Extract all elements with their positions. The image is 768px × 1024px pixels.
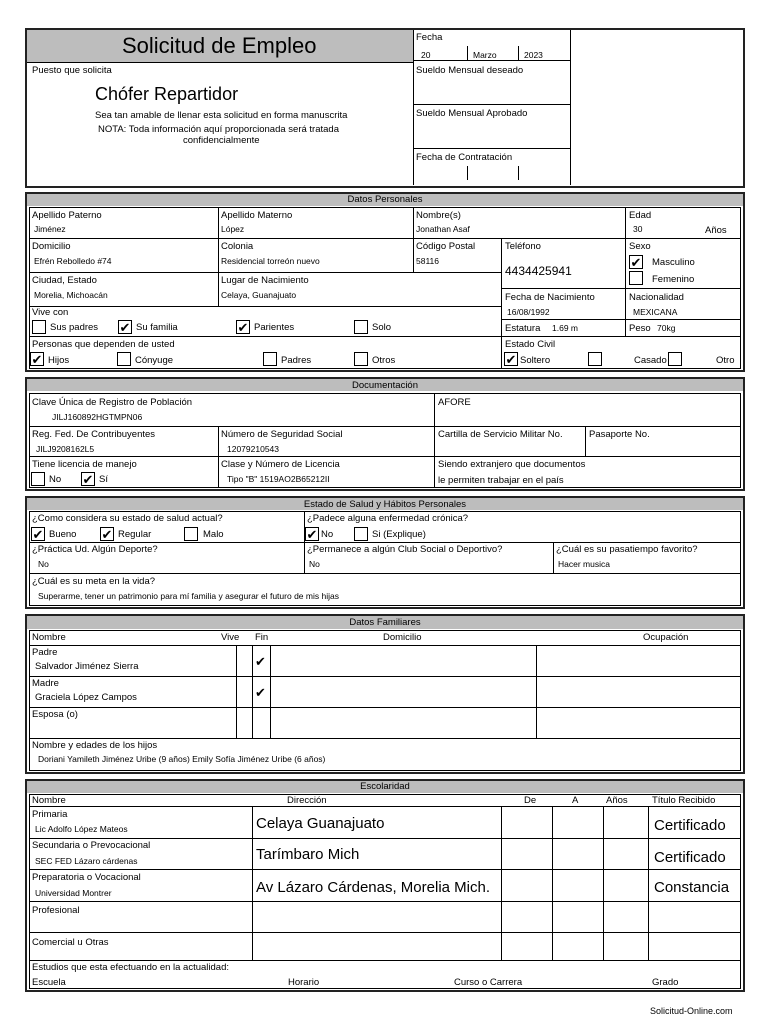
apellido-paterno-label: Apellido Paterno	[32, 210, 102, 221]
sexo-label: Sexo	[629, 241, 651, 252]
otros-label: Otros	[372, 355, 396, 366]
esc-title-preparatoria[interactable]: Constancia	[654, 879, 730, 896]
esc-horario-label: Horario	[288, 977, 320, 988]
esc-col-a: A	[572, 795, 579, 806]
padre-value[interactable]: Salvador Jiménez Sierra	[35, 661, 139, 672]
apellido-materno-label: Apellido Materno	[221, 210, 293, 221]
edad-value[interactable]: 30	[633, 224, 643, 234]
ciudad-value[interactable]: Morelia, Michoacán	[34, 290, 108, 300]
otro-label: Otro	[716, 355, 735, 366]
domicilio-label: Domicilio	[32, 241, 71, 252]
padres-label: Padres	[281, 355, 312, 366]
otros-checkbox[interactable]	[354, 352, 368, 366]
sus-padres-checkbox[interactable]	[32, 320, 46, 334]
cp-value[interactable]: 58116	[416, 256, 440, 266]
casado-checkbox[interactable]	[588, 352, 602, 366]
lugar-nac-value[interactable]: Celaya, Guanajuato	[221, 290, 297, 300]
hijos-nombres-value[interactable]: Doriani Yamileth Jiménez Uribe (9 años) Emily Sofía Jiménez Uribe (6 años)	[38, 754, 326, 764]
clase-value[interactable]: Tipo "B" 1519AO2B65212II	[227, 474, 330, 484]
casado-label: Casado	[634, 355, 667, 366]
dependen-label: Personas que dependen de usted	[32, 339, 175, 350]
sueldo-deseado-label: Sueldo Mensual deseado	[416, 65, 524, 76]
esc-level-primaria: Primaria	[32, 809, 68, 820]
su-familia-checkbox[interactable]: ✔	[119, 320, 131, 335]
deporte-value[interactable]: No	[38, 559, 49, 569]
vive-con-label: Vive con	[32, 307, 69, 318]
clase-label: Clase y Número de Licencia	[221, 459, 340, 470]
documentacion-section-title: Documentación	[351, 380, 418, 391]
esc-address-secundaria[interactable]: Tarímbaro Mich	[256, 846, 360, 863]
instruction-text: Sea tan amable de llenar esta solicitud en forma manuscrita	[95, 110, 348, 121]
conyuge-label: Cónyuge	[135, 355, 174, 366]
masculino-label: Masculino	[652, 257, 695, 268]
esc-level-profesional: Profesional	[32, 905, 80, 916]
esc-col-anos: Años	[606, 795, 628, 806]
esc-school-primaria[interactable]: Lic Adolfo López Mateos	[35, 824, 128, 834]
bueno-label: Bueno	[49, 529, 77, 540]
club-value[interactable]: No	[309, 559, 320, 569]
nacionalidad-label: Nacionalidad	[629, 292, 684, 303]
note-line-2: confidencialmente	[183, 135, 260, 146]
regular-checkbox[interactable]: ✔	[101, 527, 113, 542]
cartilla-label: Cartilla de Servicio Militar No.	[438, 429, 563, 440]
esc-col-nombre: Nombre	[32, 795, 66, 806]
licencia-label: Tiene licencia de manejo	[32, 459, 137, 470]
estatura-label: Estatura	[505, 323, 541, 334]
peso-label: Peso	[629, 323, 651, 334]
rfc-label: Reg. Fed. De Contribuyentes	[32, 429, 156, 440]
parientes-label: Parientes	[254, 322, 295, 333]
nombres-value[interactable]: Jonathan Asaf	[416, 224, 470, 234]
esc-address-primaria[interactable]: Celaya Guanajuato	[256, 815, 385, 832]
conyuge-checkbox[interactable]	[117, 352, 131, 366]
domicilio-value[interactable]: Efrén Rebolledo #74	[34, 256, 112, 266]
esc-curso-label: Curso o Carrera	[454, 977, 523, 988]
madre-label: Madre	[32, 678, 59, 689]
fecha-month[interactable]: Marzo	[473, 50, 497, 60]
regular-label: Regular	[118, 529, 152, 540]
madre-fin-check[interactable]: ✔	[255, 685, 266, 700]
esc-title-primaria[interactable]: Certificado	[654, 817, 726, 834]
padres-checkbox[interactable]	[263, 352, 277, 366]
cronica-no-label: No	[321, 529, 334, 540]
esc-col-de: De	[524, 795, 537, 806]
hijos-checkbox[interactable]: ✔	[31, 352, 43, 367]
telefono-value[interactable]: 4434425941	[505, 264, 572, 278]
nacionalidad-value[interactable]: MEXICANA	[633, 307, 678, 317]
club-label: ¿Permanece a algún Club Social o Deportivo?	[307, 544, 503, 555]
curp-label: Clave Única de Registro de Población	[32, 397, 193, 408]
fecha-year[interactable]: 2023	[524, 50, 543, 60]
esc-level-secundaria: Secundaria o Prevocacional	[32, 840, 151, 851]
apellido-materno-value[interactable]: López	[221, 224, 245, 234]
fam-col-nombre: Nombre	[32, 632, 66, 643]
hijos-label: Hijos	[48, 355, 70, 366]
curp-value[interactable]: JILJ160892HGTMPN06	[52, 412, 143, 422]
parientes-checkbox[interactable]: ✔	[237, 320, 249, 335]
nss-value[interactable]: 12079210543	[227, 444, 280, 454]
esposa-label: Esposa (o)	[32, 709, 78, 720]
femenino-label: Femenino	[652, 274, 695, 285]
rfc-value[interactable]: JILJ9208162L5	[36, 444, 95, 454]
afore-label: AFORE	[438, 397, 471, 408]
cp-label: Código Postal	[416, 241, 476, 252]
otro-checkbox[interactable]	[668, 352, 682, 366]
fecha-contratacion-label: Fecha de Contratación	[416, 152, 513, 163]
licencia-si-label: Sí	[99, 474, 108, 485]
cronica-no-checkbox[interactable]: ✔	[306, 527, 318, 542]
salud-estado-label: ¿Como considera su estado de salud actual?	[32, 513, 223, 524]
meta-value[interactable]: Superarme, tener un patrimonio para mí familia y asegurar el futuro de mis hijas	[38, 591, 339, 601]
edad-label: Edad	[629, 210, 652, 221]
su-familia-label: Su familia	[136, 322, 178, 333]
fecha-day[interactable]: 20	[421, 50, 431, 60]
personal-section-title: Datos Personales	[347, 194, 423, 205]
fecha-nac-value[interactable]: 16/08/1992	[507, 307, 550, 317]
esc-col-titulo: Título Recibido	[652, 795, 716, 806]
telefono-label: Teléfono	[505, 241, 541, 252]
malo-label: Malo	[203, 529, 224, 540]
cronica-label: ¿Padece alguna enfermedad crónica?	[307, 513, 469, 524]
esc-level-comercial: Comercial u Otras	[32, 937, 109, 948]
sueldo-aprobado-label: Sueldo Mensual Aprobado	[416, 108, 528, 119]
esc-address-preparatoria[interactable]: Av Lázaro Cárdenas, Morelia Mich.	[256, 879, 490, 896]
licencia-no-label: No	[49, 474, 62, 485]
sus-padres-label: Sus padres	[50, 322, 99, 333]
esc-escuela-label: Escuela	[32, 977, 66, 988]
note-line-1: NOTA: Toda información aquí proporcionada será tratada	[98, 124, 339, 135]
malo-checkbox[interactable]	[184, 527, 198, 541]
cronica-si-checkbox[interactable]	[354, 527, 368, 541]
esc-title-secundaria[interactable]: Certificado	[654, 849, 726, 866]
deporte-label: ¿Práctica Ud. Algún Deporte?	[32, 544, 158, 555]
fam-col-domicilio: Domicilio	[383, 632, 422, 643]
licencia-si-checkbox[interactable]: ✔	[82, 472, 94, 487]
puesto-label: Puesto que solicita	[32, 65, 112, 76]
solo-label: Solo	[372, 322, 392, 333]
soltero-checkbox[interactable]: ✔	[505, 352, 517, 367]
fecha-nac-label: Fecha de Nacimiento	[505, 292, 595, 303]
form-title: Solicitud de Empleo	[122, 33, 317, 58]
puesto-value[interactable]: Chófer Repartidor	[95, 84, 239, 104]
hijos-nombres-label: Nombre y edades de los hijos	[32, 740, 158, 751]
fam-col-ocupacion: Ocupación	[643, 632, 689, 643]
femenino-checkbox[interactable]	[629, 271, 643, 285]
solo-checkbox[interactable]	[354, 320, 368, 334]
escolaridad-section-title: Escolaridad	[360, 781, 410, 792]
ciudad-label: Ciudad, Estado	[32, 275, 97, 286]
esc-school-preparatoria[interactable]: Universidad Montrer	[35, 888, 112, 898]
fam-col-vive: Vive	[221, 632, 240, 643]
fecha-label: Fecha	[416, 32, 443, 43]
anos-label: Años	[705, 225, 727, 236]
pasatiempo-value[interactable]: Hacer musica	[558, 559, 610, 569]
extranjero-line-2: le permiten trabajar en el país	[438, 475, 564, 486]
padre-label: Padre	[32, 647, 58, 658]
familiares-section-title: Datos Familiares	[349, 617, 421, 628]
meta-label: ¿Cuál es su meta en la vida?	[32, 576, 156, 587]
pasatiempo-label: ¿Cuál es su pasatiempo favorito?	[556, 544, 698, 555]
bueno-checkbox[interactable]: ✔	[32, 527, 44, 542]
nombres-label: Nombre(s)	[416, 210, 461, 221]
esc-grado-label: Grado	[652, 977, 679, 988]
colonia-value[interactable]: Residencial torreón nuevo	[221, 256, 320, 266]
cronica-si-label: Si (Explique)	[372, 529, 426, 540]
peso-value[interactable]: 70kg	[657, 323, 676, 333]
fam-col-fin: Fin	[255, 632, 269, 643]
esc-col-direccion: Dirección	[287, 795, 327, 806]
esc-actual-label: Estudios que esta efectuando en la actualidad:	[32, 962, 230, 973]
esc-school-secundaria[interactable]: SEC FED Lázaro cárdenas	[35, 856, 138, 866]
estatura-value[interactable]: 1.69 m	[552, 323, 578, 333]
lugar-nac-label: Lugar de Nacimiento	[221, 275, 309, 286]
salud-section-title: Estado de Salud y Hábitos Personales	[303, 499, 467, 510]
soltero-label: Soltero	[520, 355, 551, 366]
colonia-label: Colonia	[221, 241, 254, 252]
apellido-paterno-value[interactable]: Jiménez	[34, 224, 66, 234]
extranjero-line-1: Siendo extranjero que documentos	[438, 459, 586, 470]
licencia-no-checkbox[interactable]	[31, 472, 45, 486]
madre-value[interactable]: Graciela López Campos	[35, 692, 137, 703]
nss-label: Número de Seguridad Social	[221, 429, 343, 440]
esc-level-preparatoria: Preparatoria o Vocacional	[32, 872, 141, 883]
pasaporte-label: Pasaporte No.	[589, 429, 650, 440]
estado-civil-label: Estado Civil	[505, 339, 556, 350]
footer-site: Solicitud-Online.com	[650, 1006, 733, 1016]
masculino-checkbox[interactable]: ✔	[630, 255, 642, 270]
padre-fin-check[interactable]: ✔	[255, 654, 266, 669]
